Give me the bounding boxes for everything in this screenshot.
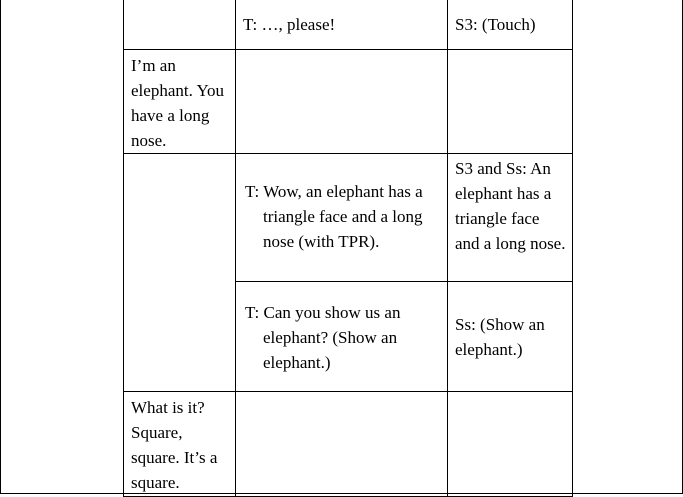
table-cell — [236, 154, 448, 282]
chant-text: I’m an elephant. You have a long nose. — [131, 56, 225, 150]
student-line: S3: (Touch) — [455, 15, 536, 34]
student-line — [448, 50, 572, 53]
table-cell — [124, 154, 236, 392]
table-cell — [448, 0, 573, 50]
lesson-plan-table — [123, 0, 573, 497]
table-cell — [448, 392, 573, 497]
table-cell — [236, 0, 448, 50]
teacher-line: T: Can you show us an elephant? (Show an elephant.) — [245, 303, 401, 372]
student-line — [448, 392, 572, 395]
teacher-line — [236, 50, 447, 53]
table-cell — [448, 154, 573, 282]
table-cell — [236, 50, 448, 154]
student-line: S3 and Ss: An elephant has a triangle face and a long nose. — [455, 159, 566, 253]
chant-text — [124, 154, 235, 179]
table-row — [124, 392, 573, 497]
table-row — [124, 0, 573, 50]
teacher-line — [236, 392, 447, 395]
table-cell — [236, 392, 448, 497]
table-row — [124, 50, 573, 154]
table-row — [124, 154, 573, 282]
student-line: Ss: (Show an elephant.) — [455, 315, 545, 359]
table-cell — [448, 50, 573, 154]
table-cell — [124, 50, 236, 154]
table-cell — [124, 0, 236, 50]
teacher-line: T: Wow, an elephant has a triangle face and a long nose (with TPR). — [245, 182, 423, 251]
cell-text — [124, 0, 235, 12]
teacher-line: T: …, please! — [243, 15, 336, 34]
table-cell — [236, 282, 448, 392]
table-cell — [448, 282, 573, 392]
chant-text: What is it? Square, square. It’s a square. — [131, 398, 218, 492]
table-cell — [124, 392, 236, 497]
